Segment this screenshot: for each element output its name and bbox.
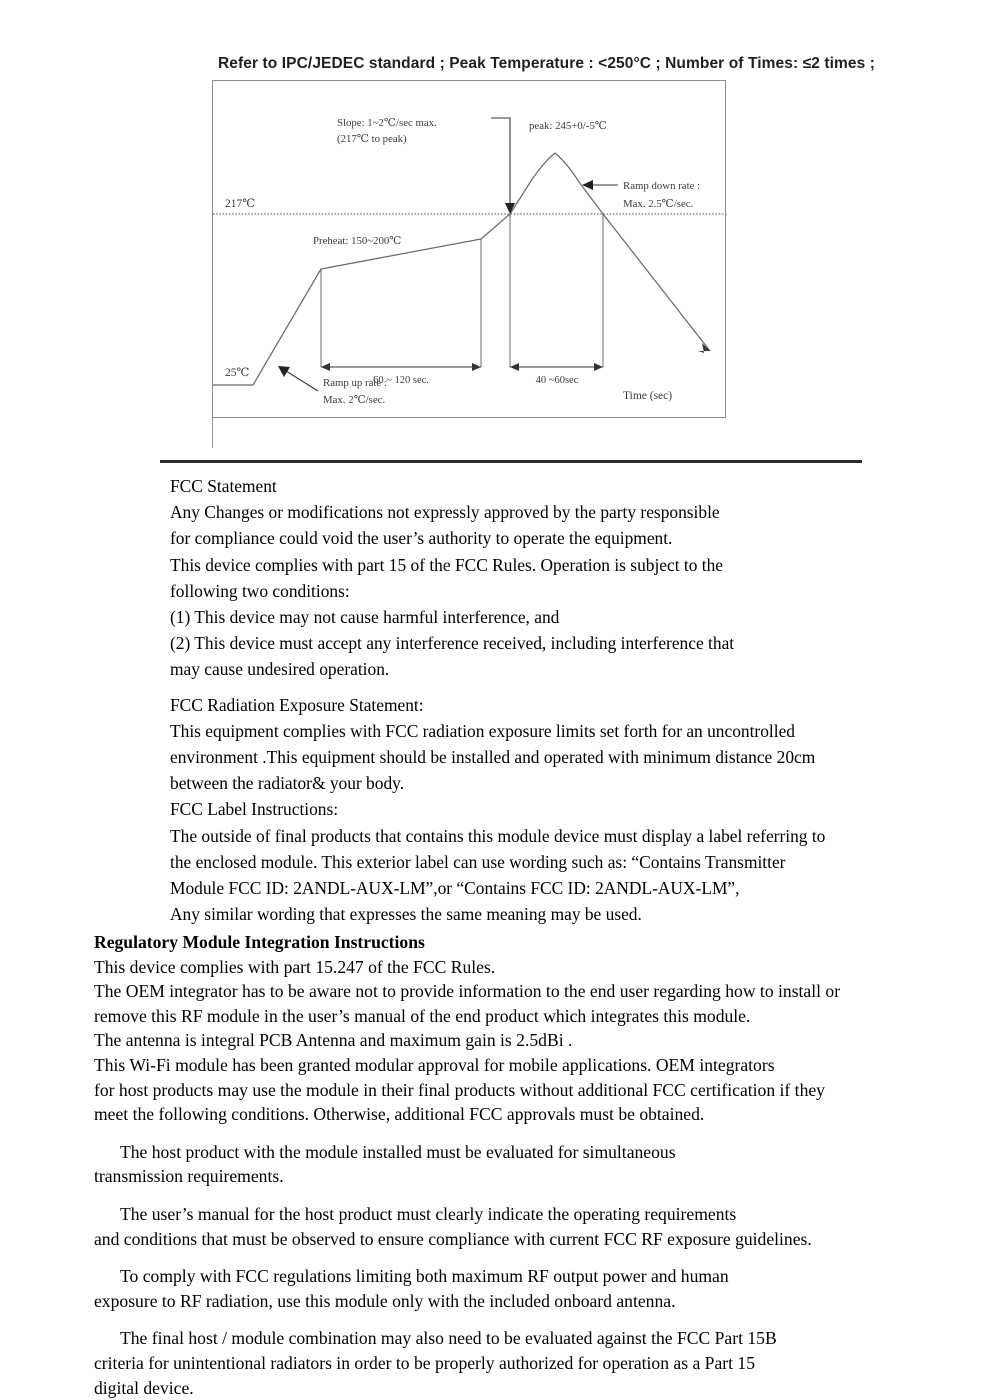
regulatory-heading: Regulatory Module Integration Instructions: [94, 932, 425, 952]
regulatory-line: meet the following conditions. Otherwise, additional FCC approvals must be obtained.: [94, 1104, 705, 1125]
time-axis-label: Time (sec): [623, 390, 673, 402]
temperature-217-label: 217℃: [225, 198, 256, 210]
fcc-line: Any Changes or modifications not expressly approved by the party responsible: [170, 502, 720, 523]
regulatory-line: The OEM integrator has to be aware not to provide information to the end user regarding how to install or: [94, 981, 841, 1002]
rampup-leader-arrowhead: [278, 366, 290, 377]
fcc-id-line: Module FCC ID: 2ANDL-AUX-LM”,or “Contains FCC ID: 2ANDL-AUX-LM”,: [170, 878, 740, 899]
regulatory-line: exposure to RF radiation, use this module only with the included onboard antenna.: [94, 1290, 676, 1311]
reflow-profile-figure: [212, 80, 726, 418]
reflow-arrow-left: [510, 363, 519, 371]
regulatory-line: for host products may use the module in their final products without additional FCC certification if they: [94, 1079, 825, 1100]
reflow-duration-label: 40 ~60sec: [535, 375, 579, 386]
regulatory-line: To comply with FCC regulations limiting both maximum RF output power and human: [120, 1266, 729, 1287]
regulatory-line: This device complies with part 15.247 of the FCC Rules.: [94, 956, 496, 977]
fcc-line: following two conditions:: [170, 580, 350, 601]
preheat-label: Preheat: 150~200℃: [313, 235, 402, 247]
soak-arrow-right: [472, 363, 481, 371]
temperature-25-label: 25℃: [225, 367, 250, 379]
regulatory-line: The host product with the module installed must be evaluated for simultaneous: [120, 1141, 676, 1162]
slope-annotation-line2: (217℃ to peak): [337, 133, 407, 145]
rampup-leader-line: [286, 371, 318, 391]
fcc-label-line: the enclosed module. This exterior label can use wording such as: “Contains Transmitter: [170, 851, 786, 872]
slope-annotation-line1: Slope: 1~2℃/sec max.: [337, 117, 437, 129]
regulatory-line: The antenna is integral PCB Antenna and maximum gain is 2.5dBi .: [94, 1030, 573, 1051]
fcc-label-line: FCC Label Instructions:: [170, 799, 339, 820]
paragraph-spacer: [170, 683, 910, 692]
regulatory-line: and conditions that must be observed to ensure compliance with current FCC RF exposure guidelines.: [94, 1228, 812, 1249]
fcc-line: This device complies with part 15 of the FCC Rules. Operation is subject to the: [170, 554, 724, 575]
fcc-label-line: The outside of final products that contains this module device must display a label referring to: [170, 825, 826, 846]
fcc-line: may cause undesired operation.: [170, 659, 390, 680]
fcc-radiation-line: FCC Radiation Exposure Statement:: [170, 694, 424, 715]
regulatory-paragraph: [94, 1264, 974, 1313]
regulatory-paragraph: [94, 1202, 974, 1251]
rampup-label-line1: Ramp up rate :: [323, 377, 387, 389]
peak-temperature-label: peak: 245+0/-5℃: [529, 120, 607, 132]
regulatory-line: digital device.: [94, 1377, 194, 1398]
regulatory-paragraph: [94, 1140, 974, 1189]
regulatory-line: remove this RF module in the user’s manual of the end product which integrates this module.: [94, 1005, 751, 1026]
rampdown-label-line1: Ramp down rate :: [623, 180, 701, 192]
regulatory-line: criteria for unintentional radiators in order to be properly authorized for operation as a Part 15: [94, 1352, 755, 1373]
fcc-radiation-line: environment .This equipment should be installed and operated with minimum distance 20cm: [170, 747, 816, 768]
soak-duration-label: 60 ~ 120 sec.: [373, 375, 429, 386]
regulatory-line: transmission requirements.: [94, 1166, 284, 1187]
soak-arrow-left: [321, 363, 330, 371]
fcc-radiation-line: between the radiator& your body.: [170, 773, 405, 794]
fcc-line: (1) This device may not cause harmful interference, and: [170, 607, 560, 628]
fcc-line: (2) This device must accept any interference received, including interference that: [170, 633, 735, 654]
reflow-profile-caption: Refer to IPC/JEDEC standard ; Peak Temperature : <250°C ; Number of Times: ≤2 times ;: [218, 55, 876, 72]
regulatory-line: The final host / module combination may also need to be evaluated against the FCC Part 15B: [120, 1328, 777, 1349]
figure-bottom-stub-rule: [212, 418, 213, 448]
fcc-line: FCC Statement: [170, 476, 277, 496]
rampdown-label-line2: Max. 2.5℃/sec.: [623, 198, 694, 210]
rampup-label-line2: Max. 2℃/sec.: [323, 394, 386, 406]
reflow-profile-chart: [213, 81, 727, 419]
slope-leader-line: [491, 118, 510, 205]
section-divider: [160, 460, 862, 463]
fcc-label-line: Any similar wording that expresses the same meaning may be used.: [170, 904, 642, 925]
regulatory-line: The user’s manual for the host product must clearly indicate the operating requirements: [120, 1203, 737, 1224]
fcc-statement-block: [170, 473, 910, 927]
regulatory-integration-block: [94, 930, 974, 1400]
fcc-radiation-line: This equipment complies with FCC radiation exposure limits set forth for an uncontrolled: [170, 720, 795, 741]
regulatory-paragraph: [94, 1326, 974, 1400]
regulatory-line: This Wi-Fi module has been granted modular approval for mobile applications. OEM integrators: [94, 1054, 775, 1075]
fcc-line: for compliance could void the user’s authority to operate the equipment.: [170, 528, 673, 549]
reflow-arrow-right: [594, 363, 603, 371]
